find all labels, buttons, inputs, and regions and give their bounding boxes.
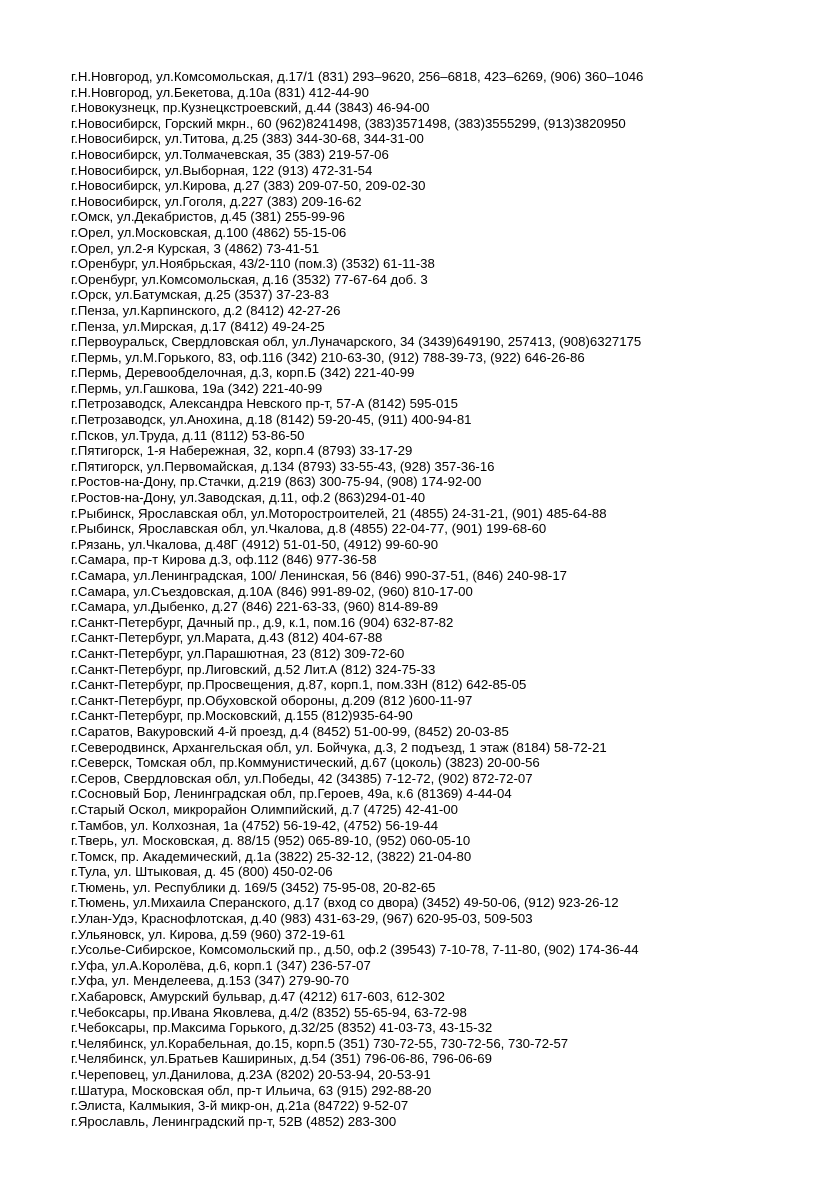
address-line: г.Орел, ул.Московская, д.100 (4862) 55-15-06 <box>71 224 347 240</box>
address-line: г.Первоуральск, Свердловская обл, ул.Луначарского, 34 (3439)649190, 257413, (908)6327175 <box>71 334 642 350</box>
address-line: г.Санкт-Петербург, Дачный пр., д.9, к.1, пом.16 (904) 632-87-82 <box>71 614 454 630</box>
address-line: г.Пятигорск, 1-я Набережная, 32, корп.4 (8793) 33-17-29 <box>71 443 413 459</box>
address-line: г.Самара, ул.Дыбенко, д.27 (846) 221-63-33, (960) 814-89-89 <box>71 599 439 615</box>
address-line: г.Новосибирск, ул.Гоголя, д.227 (383) 209-16-62 <box>71 193 362 209</box>
address-line: г.Ростов-на-Дону, ул.Заводская, д.11, оф.2 (863)294-01-40 <box>71 490 426 506</box>
address-line: г.Пермь, ул.Гашкова, 19а (342) 221-40-99 <box>71 380 323 396</box>
address-line: г.Хабаровск, Амурский бульвар, д.47 (4212) 617-603, 612-302 <box>71 989 445 1005</box>
address-line: г.Санкт-Петербург, пр.Обуховской обороны, д.209 (812 )600-11-97 <box>71 692 473 708</box>
address-line: г.Новосибирск, ул.Выборная, 122 (913) 472-31-54 <box>71 162 373 178</box>
address-line: г.Рязань, ул.Чкалова, д.48Г (4912) 51-01-50, (4912) 99-60-90 <box>71 536 439 552</box>
address-line: г.Улан-Удэ, Краснофлотская, д.40 (983) 431-63-29, (967) 620-95-03, 509-503 <box>71 911 533 927</box>
address-line: г.Челябинск, ул.Братьев Кашириных, д.54 (351) 796-06-86, 796-06-69 <box>71 1051 492 1067</box>
address-line: г.Новосибирск, ул.Кирова, д.27 (383) 209-07-50, 209-02-30 <box>71 178 426 194</box>
address-line: г.Старый Оскол, микрорайон Олимпийский, д.7 (4725) 42-41-00 <box>71 801 458 817</box>
address-list <box>71 69 831 1129</box>
address-line: г.Новокузнецк, пр.Кузнецкстроевский, д.44 (3843) 46-94-00 <box>71 100 430 116</box>
address-line: г.Орск, ул.Батумская, д.25 (3537) 37-23-83 <box>71 287 329 303</box>
address-line: г.Усолье-Сибирское, Комсомольский пр., д.50, оф.2 (39543) 7-10-78, 7-11-80, (902) 174-36-44 <box>71 942 639 958</box>
address-line: г.Санкт-Петербург, пр.Лиговский, д.52 Лит.А (812) 324-75-33 <box>71 661 436 677</box>
address-line: г.Самара, пр-т Кирова д.3, оф.112 (846) 977-36-58 <box>71 552 377 568</box>
address-line: г.Тюмень, ул. Республики д. 169/5 (3452) 75-95-08, 20-82-65 <box>71 879 436 895</box>
address-line: г.Пятигорск, ул.Первомайская, д.134 (8793) 33-55-43, (928) 357-36-16 <box>71 458 495 474</box>
address-line: г.Орел, ул.2-я Курская, 3 (4862) 73-41-51 <box>71 240 320 256</box>
address-line: г.Н.Новгород, ул.Комсомольская, д.17/1 (831) 293–9620, 256–6818, 423–6269, (906) 360–1046 <box>71 69 644 84</box>
address-line: г.Томск, пр. Академический, д.1а (3822) 25-32-12, (3822) 21-04-80 <box>71 848 472 864</box>
address-line: г.Саратов, Вакуровский 4-й проезд, д.4 (8452) 51-00-99, (8452) 20-03-85 <box>71 723 509 739</box>
address-line: г.Череповец, ул.Данилова, д.23А (8202) 20-53-94, 20-53-91 <box>71 1067 431 1082</box>
address-line: г.Тверь, ул. Московская, д. 88/15 (952) 065-89-10, (952) 060-05-10 <box>71 833 471 849</box>
address-line: г.Тюмень, ул.Михаила Сперанского, д.17 (вход со двора) (3452) 49-50-06, (912) 923-26-12 <box>71 895 619 911</box>
address-line: г.Оренбург, ул.Комсомольская, д.16 (3532) 77-67-64 доб. 3 <box>71 271 428 287</box>
address-line: г.Пермь, ул.М.Горького, 83, оф.116 (342) 210-63-30, (912) 788-39-73, (922) 646-26-86 <box>71 349 585 365</box>
address-line: г.Пермь, Деревообделочная, д.3, корп.Б (342) 221-40-99 <box>71 365 415 381</box>
address-line: г.Рыбинск, Ярославская обл, ул.Чкалова, д.8 (4855) 22-04-77, (901) 199-68-60 <box>71 521 547 537</box>
address-line: г.Шатура, Московская обл, пр-т Ильича, 63 (915) 292-88-20 <box>71 1082 432 1098</box>
address-line: г.Новосибирск, Горский мкрн., 60 (962)8241498, (383)3571498, (383)3555299, (913)3820950 <box>71 115 626 131</box>
address-line: г.Новосибирск, ул.Титова, д.25 (383) 344-30-68, 344-31-00 <box>71 131 424 147</box>
address-line: г.Оренбург, ул.Ноябрьская, 43/2-110 (пом.3) (3532) 61-11-38 <box>71 256 435 272</box>
address-line: г.Северодвинск, Архангельская обл, ул. Бойчука, д.3, 2 подъезд, 1 этаж (8184) 58-72-21 <box>71 739 607 755</box>
address-line: г.Новосибирск, ул.Толмачевская, 35 (383) 219-57-06 <box>71 146 389 162</box>
address-line: г.Рыбинск, Ярославская обл, ул.Моторостроителей, 21 (4855) 24-31-21, (901) 485-64-88 <box>71 505 607 521</box>
address-line: г.Тула, ул. Штыковая, д. 45 (800) 450-02-06 <box>71 864 333 880</box>
address-line: г.Омск, ул.Декабристов, д.45 (381) 255-99-96 <box>71 209 345 225</box>
address-line: г.Элиста, Калмыкия, 3-й микр-он, д.21а (84722) 9-52-07 <box>71 1098 409 1114</box>
address-line: г.Псков, ул.Труда, д.11 (8112) 53-86-50 <box>71 427 305 443</box>
address-line: г.Петрозаводск, ул.Анохина, д.18 (8142) 59-20-45, (911) 400-94-81 <box>71 412 472 428</box>
address-line: г.Челябинск, ул.Корабельная, до.15, корп.5 (351) 730-72-55, 730-72-56, 730-72-57 <box>71 1035 569 1051</box>
address-line: г.Чебоксары, пр.Ивана Яковлева, д.4/2 (8352) 55-65-94, 63-72-98 <box>71 1004 467 1020</box>
address-line: г.Сосновый Бор, Ленинградская обл, пр.Героев, 49а, к.6 (81369) 4-44-04 <box>71 786 512 802</box>
address-line: г.Самара, ул.Ленинградская, 100/ Ленинская, 56 (846) 990-37-51, (846) 240-98-17 <box>71 568 567 583</box>
address-line: г.Пенза, ул.Карпинского, д.2 (8412) 42-27-26 <box>71 302 341 318</box>
address-line: г.Северск, Томская обл, пр.Коммунистический, д.67 (цоколь) (3823) 20-00-56 <box>71 755 540 771</box>
address-line: г.Пенза, ул.Мирская, д.17 (8412) 49-24-25 <box>71 318 325 334</box>
address-line: г.Санкт-Петербург, пр.Просвещения, д.87, корп.1, пом.33Н (812) 642-85-05 <box>71 677 527 693</box>
address-line: г.Санкт-Петербург, ул.Марата, д.43 (812) 404-67-88 <box>71 630 383 646</box>
address-line: г.Санкт-Петербург, пр.Московский, д.155 (812)935-64-90 <box>71 708 413 724</box>
address-line: г.Чебоксары, пр.Максима Горького, д.32/25 (8352) 41-03-73, 43-15-32 <box>71 1020 493 1036</box>
address-line: г.Самара, ул.Съездовская, д.10А (846) 991-89-02, (960) 810-17-00 <box>71 583 473 599</box>
address-line: г.Уфа, ул. Менделеева, д.153 (347) 279-90-70 <box>71 973 349 989</box>
address-line: г.Ульяновск, ул. Кирова, д.59 (960) 372-19-61 <box>71 926 346 942</box>
address-line: г.Серов, Свердловская обл, ул.Победы, 42 (34385) 7-12-72, (902) 872-72-07 <box>71 770 533 786</box>
address-line: г.Петрозаводск, Александра Невского пр-т, 57-А (8142) 595-015 <box>71 396 458 412</box>
address-line: г.Тамбов, ул. Колхозная, 1а (4752) 56-19-42, (4752) 56-19-44 <box>71 817 439 833</box>
address-line: г.Ярославль, Ленинградский пр-т, 52В (4852) 283-300 <box>71 1113 397 1129</box>
address-line: г.Н.Новгород, ул.Бекетова, д.10а (831) 412-44-90 <box>71 84 369 100</box>
address-line: г.Уфа, ул.А.Королёва, д.6, корп.1 (347) 236-57-07 <box>71 957 371 973</box>
address-line: г.Ростов-на-Дону, пр.Стачки, д.219 (863) 300-75-94, (908) 174-92-00 <box>71 474 482 490</box>
address-line: г.Санкт-Петербург, ул.Парашютная, 23 (812) 309-72-60 <box>71 645 405 661</box>
